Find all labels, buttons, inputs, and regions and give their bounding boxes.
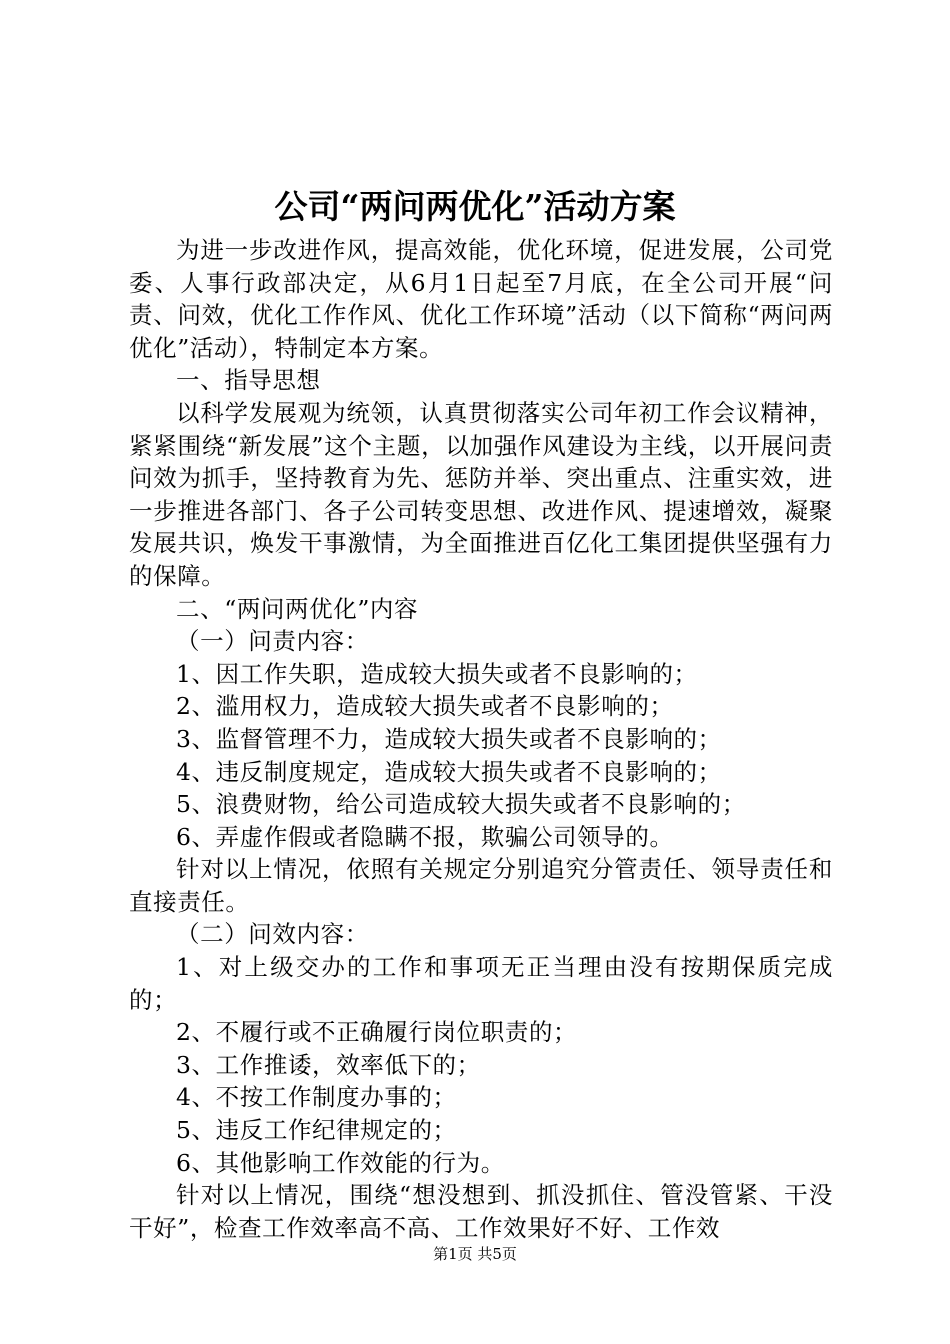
list-item: 3、工作推诿，效率低下的；: [176, 1050, 481, 1079]
list-item: 2、滥用权力，造成较大损失或者不良影响的；: [176, 692, 674, 721]
list-item: 3、监督管理不力，造成较大损失或者不良影响的；: [176, 724, 722, 753]
list-item: 5、浪费财物，给公司造成较大损失或者不良影响的；: [176, 790, 746, 819]
list-item: 1、因工作失职，造成较大损失或者不良影响的；: [176, 659, 698, 688]
accountability-summary-paragraph: 针对以上情况，依照有关规定分别追究分管责任、领导责任和直接责任。: [129, 855, 833, 916]
list-item: 2、不履行或不正确履行岗位职责的；: [176, 1018, 578, 1047]
list-item: 1、对上级交办的工作和事项无正当理由没有按期保质完成的；: [129, 953, 833, 1014]
list-item: 4、不按工作制度办事的；: [176, 1083, 457, 1112]
list-item: 6、其他影响工作效能的行为。: [176, 1148, 505, 1177]
section-heading-guiding-thought: 一、指导思想: [176, 366, 321, 395]
guiding-thought-paragraph: 以科学发展观为统领，认真贯彻落实公司年初工作会议精神，紧紧围绕“新发展”这个主题，以加强作风建设为主线，以开展问责问效为抓手，坚持教育为先、惩防并举、突出重点、注重实效，进一步推进各部门、各子公司转变思想、改进作风、提速增效，凝聚发展共识，焕发干事激情，为全面推进百亿化工集团提供坚强有力的保障。: [129, 398, 833, 590]
subsection-heading-efficiency: （二）问效内容：: [176, 920, 369, 949]
section-heading-content: 二、“两问两优化”内容: [176, 594, 419, 623]
page-footer: 第1页 共5页: [433, 1245, 517, 1263]
document-title: 公司“两问两优化”活动方案: [274, 187, 676, 226]
document-body: [129, 234, 833, 1244]
list-item: 4、违反制度规定，造成较大损失或者不良影响的；: [176, 757, 722, 786]
list-item: 5、违反工作纪律规定的；: [176, 1116, 457, 1145]
intro-paragraph: 为进一步改进作风，提高效能，优化环境，促进发展，公司党委、人事行政部决定，从6月1日起至7月底，在全公司开展“问责、问效，优化工作作风、优化工作环境”活动（以下简称“两问两优化”活动），特制定本方案。: [129, 236, 833, 362]
list-item: 6、弄虚作假或者隐瞒不报，欺骗公司领导的。: [176, 822, 674, 851]
subsection-heading-accountability: （一）问责内容：: [176, 627, 369, 656]
efficiency-summary-paragraph: 针对以上情况，围绕“想没想到、抓没抓住、管没管紧、干没干好”，检查工作效率高不高、工作效果好不好、工作效: [129, 1181, 833, 1242]
